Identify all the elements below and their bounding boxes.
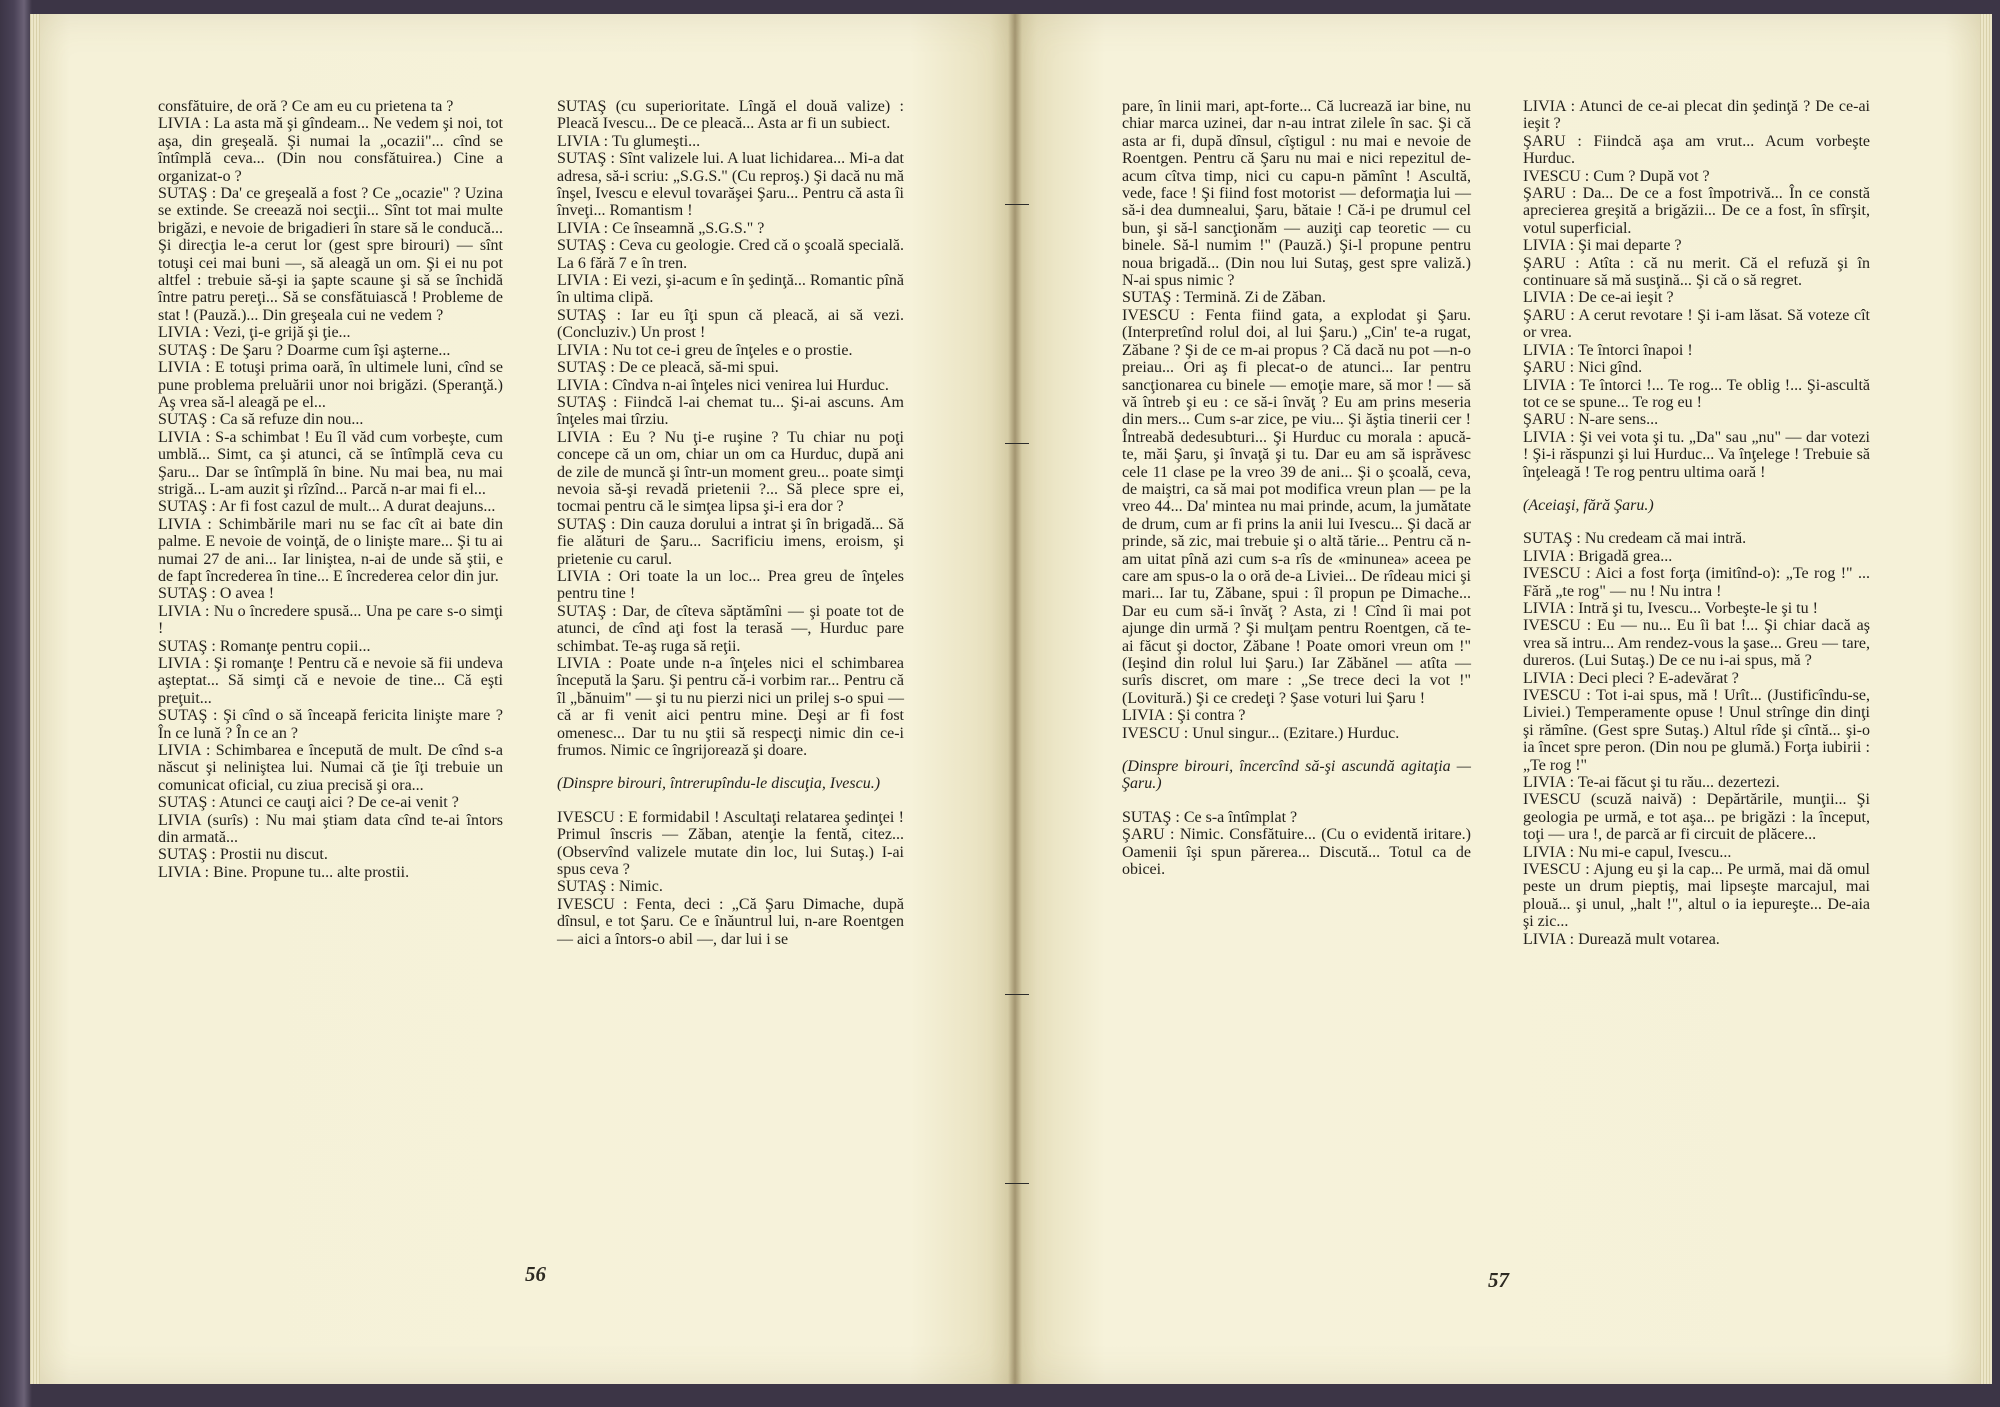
- dialogue-line: SUTAŞ : Nimic.: [557, 878, 663, 896]
- left-page-column-1: [158, 98, 503, 881]
- dialogue-line: LIVIA : Poate unde n-a înţeles nici el schimbarea începută la Şaru. Şi pentru că-i vorbim rar... Pentru că îl „bănuim" — şi tu nu pierzi nici un prilej s-o spui — că ar fi venit aici pentru mine. Deşi ar fi fost omenesc... Dar tu nu ştii să respecţi nimic din ce-i frumos. Nimic ce îngrijorează şi doare.: [557, 655, 904, 760]
- dialogue-line: SUTAŞ (cu superioritate. Lîngă el două valize) : Pleacă Ivescu... De ce pleacă... Asta ar fi un subiect.: [557, 98, 904, 133]
- dialogue-line: LIVIA : S-a schimbat ! Eu îl văd cum vorbeşte, cum umblă... Simt, ca şi atunci, că se întîmplă ceva cu Şaru... Dar se întîmplă în bine. Nu mai bea, nu mai strigă... L-am auzit şi rîzînd... Parcă n-ar mai fi el...: [158, 428, 503, 498]
- dialogue-line: LIVIA : Bine. Propune tu... alte prostii.: [158, 863, 410, 881]
- dialogue-line: IVESCU : E formidabil ! Ascultaţi relatarea şedinţei ! Primul înscris — Zăban, atenţie la fentă, citez... (Observînd valizele mutate din loc, lui Sutaş.) I-ai spus ceva ?: [557, 808, 904, 879]
- dialogue-line: LIVIA : Schimbările mari nu se fac cît ai bate din palme. E nevoie de voinţă, de o linişte mare... Şi tu ai numai 27 de ani... Iar liniştea, n-ai de unde să ştii, e de fapt încrederea în tine... E încrederea celor din jur.: [158, 515, 503, 585]
- dialogue-line: SUTAŞ : De ce pleacă, să-mi spui.: [557, 359, 779, 377]
- dialogue-line: LIVIA : De ce-ai ieşit ?: [1523, 289, 1674, 307]
- dialogue-line: LIVIA : Ce înseamnă „S.G.S." ?: [557, 219, 765, 237]
- dialogue-line: SUTAŞ : Dar, de cîteva săptămîni — şi poate tot de atunci, de cînd aţi fost la terasă —, Hurduc pare schimbat. Te-aş ruga să reţii.: [557, 602, 904, 655]
- dialogue-line: ŞARU : Da... De ce a fost împotrivă... În ce constă aprecierea greşită a brigăzii... De ce a fost, în sfîrşit, votul superficial.: [1523, 185, 1870, 237]
- dialogue-line: IVESCU : Tot i-ai spus, mă ! Urît... (Justificîndu-se, Liviei.) Temperamente opuse ! Unul strînge din dinţi şi rămîne. (Gest spre Sutaş.) Altul rîde şi cîntă... şi-o ia încet spre peron. (Din nou pe glumă.) Forţa iubirii : „Te rog !": [1523, 687, 1870, 774]
- dialogue-line: LIVIA : E totuşi prima oară, în ultimele luni, cînd se pune problema preluării unor noi brigăzi. (Speranţă.) Aş vrea să-l aleagă pe el...: [158, 359, 503, 411]
- dialogue-line: SUTAŞ : Sînt valizele lui. A luat lichidarea... Mi-a dat adresa, să-i scriu: „S.G.S." (Cu reproş.) Şi dacă nu mă înşel, Ivescu e elevul tovarăşei Şaru... Pentru că asta îi înveţi... Romantism !: [557, 150, 904, 220]
- dialogue-line: SUTAŞ : Din cauza dorului a intrat şi în brigadă... Să fie alături de Şaru... Sacrificiu imens, eroism, şi prietenie cu carul.: [557, 515, 904, 568]
- dialogue-line: SUTAŞ : Iar eu îţi spun că pleacă, ai să vezi. (Concluziv.) Un prost !: [557, 306, 904, 342]
- dialogue-line: SUTAŞ : Ar fi fost cazul de mult... A durat deajuns...: [158, 498, 496, 516]
- dialogue-line: ŞARU : Nici gînd.: [1523, 359, 1643, 377]
- dialogue-line: SUTAŞ : Da' ce greşeală a fost ? Ce „ocazie" ? Uzina se extinde. Se creează noi secţii... Sînt tot mai multe brigăzi, e nevoie de brigadieri în stare să le conducă... Şi direcţia le-a cerut lor (gest spre birouri) — sînt totuşi cei mai buni —, să aleagă un om. Şi ei nu pot altfel : trebuie să-şi ia şapte scaune şi să se închidă între patru pereţi... Să se consfătuiască ! Probleme de stat ! (Pauză.)... Din greşeala cui ne vedem ?: [158, 185, 503, 324]
- dialogue-line: IVESCU : Cum ? După vot ?: [1523, 167, 1710, 185]
- right-page-column-2: [1523, 98, 1870, 948]
- dialogue-line: ŞARU : Fiindcă aşa am vrut... Acum vorbeşte Hurduc.: [1523, 132, 1870, 168]
- dialogue-line: SUTAŞ : Romanţe pentru copii...: [158, 637, 371, 655]
- dialogue-line: IVESCU : Unul singur... (Ezitare.) Hurduc.: [1122, 724, 1400, 742]
- dialogue-line: LIVIA : Schimbarea e începută de mult. De cînd s-a născut şi neliniştea lui. Numai că ţie îţi trebuie un comunicat oficial, cu ziua precisă şi ora...: [158, 742, 503, 794]
- dialogue-line: LIVIA : Tu glumeşti...: [557, 132, 701, 150]
- dialogue-line: LIVIA (surîs) : Nu mai ştiam data cînd te-ai întors din armată...: [158, 811, 503, 847]
- dialogue-line: LIVIA : Şi romanţe ! Pentru că e nevoie să fii undeva aşteptat... Să simţi că e nevoie de tine... Că eşti preţuit...: [158, 655, 503, 707]
- dialogue-line: LIVIA : Durează mult votarea.: [1523, 930, 1720, 948]
- dialogue-line: SUTAŞ : Nu credeam că mai intră.: [1523, 530, 1747, 548]
- dialogue-line: ŞARU : Atîta : că nu merit. Că el refuză şi în continuare să mă susţină... Şi că o să regret.: [1523, 254, 1870, 290]
- dialogue-line: ŞARU : Nimic. Consfătuire... (Cu o evidentă iritare.) Oamenii îşi spun părerea... Discută... Totul ca de obicei.: [1122, 826, 1471, 879]
- dialogue-line: SUTAŞ : O avea !: [158, 585, 275, 603]
- dialogue-line: LIVIA : Cîndva n-ai înţeles nici venirea lui Hurduc.: [557, 376, 889, 394]
- dialogue-line: (Dinspre birouri, încercînd să-şi ascundă agitaţia — Şaru.): [1122, 758, 1471, 793]
- dialogue-line: IVESCU : Fenta, deci : „Că Şaru Dimache, după dînsul, e tot Şaru. Ce e înăuntrul lui, n-are Roentgen — aici a întors-o abil —, dar lui i se: [557, 895, 904, 948]
- dialogue-line: LIVIA : Intră şi tu, Ivescu... Vorbeşte-le şi tu !: [1523, 599, 1818, 617]
- dialogue-line: (Dinspre birouri, întrerupîndu-le discuţia, Ivescu.): [557, 775, 881, 793]
- left-page-number: 56: [525, 1262, 546, 1286]
- dialogue-line: SUTAŞ : Fiindcă l-ai chemat tu... Şi-ai ascuns. Am înţeles mai tîrziu.: [557, 393, 904, 429]
- dialogue-line: LIVIA : Brigadă grea...: [1523, 547, 1673, 565]
- dialogue-line: LIVIA : Nu o încredere spusă... Una pe care s-o simţi !: [158, 602, 503, 638]
- dialogue-line: LIVIA : Nu tot ce-i greu de înţeles e o prostie.: [557, 341, 853, 359]
- dialogue-line: SUTAŞ : Prostii nu discut.: [158, 846, 328, 864]
- dialogue-line: LIVIA : Vezi, ţi-e grijă şi ţie...: [158, 324, 351, 342]
- right-page-number: 57: [1488, 1268, 1509, 1292]
- dialogue-line: IVESCU : Aici a fost forţa (imitînd-o): „Te rog !" ... Fără „te rog" — nu ! Nu intra !: [1523, 565, 1870, 600]
- dialogue-line: SUTAŞ : Ca să refuze din nou...: [158, 411, 364, 429]
- dialogue-line: LIVIA : Şi contra ?: [1122, 707, 1246, 725]
- dialogue-line: SUTAŞ : Şi cînd o să înceapă fericita linişte mare ? În ce lună ? În ce an ?: [158, 707, 503, 742]
- dialogue-line: LIVIA : Ori toate la un loc... Prea greu de înţeles pentru tine !: [557, 567, 904, 603]
- dialogue-line: LIVIA : Te întorci înapoi !: [1523, 341, 1693, 359]
- dialogue-line: SUTAŞ : Termină. Zi de Zăban.: [1122, 289, 1326, 307]
- dialogue-line: IVESCU : Eu — nu... Eu îi bat !... Şi chiar dacă aş vrea să intru... Am rendez-vous la şase... Greu — tare, dureros. (Lui Sutaş.) De ce nu i-ai spus, mă ?: [1523, 617, 1870, 670]
- book-gutter: [1008, 14, 1022, 1384]
- dialogue-line: LIVIA : Şi mai departe ?: [1523, 237, 1682, 255]
- dialogue-line: (Aceiaşi, fără Şaru.): [1523, 496, 1654, 514]
- dialogue-line: IVESCU (scuză naivă) : Depărtările, munţii... Şi geologia pe urmă, e tot aşa... pe brigăzi : la început, toţi — ura !, de parcă ar fi circuit de plăcere...: [1523, 791, 1870, 844]
- dialogue-line: SUTAŞ : Atunci ce cauţi aici ? De ce-ai venit ?: [158, 794, 459, 812]
- left-page-column-2: [557, 98, 904, 948]
- dialogue-line: ŞARU : A cerut revotare ! Şi i-am lăsat. Să voteze cît or vrea.: [1523, 306, 1870, 342]
- dialogue-line: SUTAŞ : Ce s-a întîmplat ?: [1122, 808, 1298, 826]
- dialogue-line: ŞARU : N-are sens...: [1523, 411, 1659, 429]
- dialogue-line: pare, în linii mari, apt-forte... Că lucrează iar bine, nu chiar marca uzinei, dar n-au intrat zilele în sac. Şi că asta ar fi, după dînsul, cîştigul : nu mai e nevoie de Roentgen. Pentru că Şaru nu mai e nici repezitul de-acum cîtva timp, nici cu capu-n pămînt ! Ascultă, vede, face ! Şi fiind fost motorist — deformaţia lui — să-i dea dumnealui, Şaru, bătaie ! Că-i pe drumul cel bun, şi să-l sancţionăm — auziţi cap teoretic — cu binele. Să-l numim !" (Pauză.) Şi-l propune pentru noua brigadă... (Din nou lui Sutaş, gest spre valiză.) N-ai spus nimic ?: [1122, 98, 1471, 290]
- binding-mark: [1005, 443, 1029, 444]
- dialogue-line: LIVIA : Atunci de ce-ai plecat din şedinţă ? De ce-ai ieşit ?: [1523, 98, 1870, 133]
- dialogue-line: SUTAŞ : De Şaru ? Doarme cum îşi aşterne...: [158, 341, 451, 359]
- dialogue-line: LIVIA : Te întorci !... Te rog... Te oblig !... Şi-ascultă tot ce se spune... Te rog eu !: [1523, 376, 1870, 411]
- dialogue-line: LIVIA : Te-ai făcut şi tu rău... dezertezi.: [1523, 774, 1780, 792]
- dialogue-line: LIVIA : La asta mă şi gîndeam... Ne vedem şi noi, tot aşa, din greşeală. Şi numai la „ocazii"... cînd se întîmplă ceva... (Din nou consfătuirea.) Cine a organizat-o ?: [158, 115, 503, 185]
- dialogue-line: LIVIA : Eu ? Nu ţi-e ruşine ? Tu chiar nu poţi concepe că un om, chiar un om ca Hurduc, după ani de zile de muncă şi într-un moment greu... poate simţi nevoia să-şi revadă prietenii ?... Să plece spre ei, tocmai pentru că le simţea lipsa şi-i era dor ?: [557, 428, 904, 516]
- right-page-edges: [1980, 14, 1992, 1384]
- dialogue-line: IVESCU : Ajung eu şi la cap... Pe urmă, mai dă omul peste un drum pieptiş, mai lipseşte marcajul, mai plouă... şi unul, „halt !", altul o ia iepureşte... De-aia şi zic...: [1523, 861, 1870, 931]
- binding-mark: [1005, 994, 1029, 995]
- left-page-edges: [30, 14, 40, 1384]
- dialogue-line: consfătuire, de oră ? Ce am eu cu prietena ta ?: [158, 98, 454, 115]
- dialogue-line: IVESCU : Fenta fiind gata, a explodat şi Şaru. (Interpretînd rolul doi, al lui Şaru.) „Cin' te-a rugat, Zăbane ? Şi de ce m-ai propus ? Că dacă nu pot —n-o preiau... Ori aş fi plecat-o de atunci... Iar pentru sancţionarea cu binele — emoţie mare, să mor ! — să vă întreb şi eu : ce să-i învăţ ? Eu am prins meseria din mers... Cum s-ar zice, pe viu... Şi ăştia tinerii cer ! Întreabă dedesubturi... Şi Hurduc cu morala : apucă-te, măi Şaru, şi învaţă şi tu. Dar eu am să isprăvesc cele 11 clase pe la vreo 39 de ani... Şi o şcoală, ceva, de maiştri, ca să mai pot modifica vreun plan — pe la vreo 44... Da' mintea nu mai prinde, acum, la jumătate de drum, cum ar fi prins la anii lui Ivescu... Şi dacă ar prinde, să zic, mai trebuie şi o altă tărie... Pentru că n-am uitat pînă azi cum s-a rîs de «minunea» aceea pe care am spus-o la o oră de-a Liviei... De rîdeau mici şi mari... Iar tu, Zăbane, spui : îl propun pe Dimache... Dar eu cum să-i învăţ ? Asta, zi ! Cînd îi mai pot ajunge din urmă ? Şi mulţam pentru Roentgen, că te-ai făcut şi doctor, Zăbane ! Poate omori vreun om !" (Ieşind din rolul lui Şaru.) Iar Zăbănel — atîta — surîs discret, om mare : „Se trece deci la vot !" (Lovitură.) Şi ce credeţi ? Şase voturi lui Şaru !: [1122, 306, 1471, 707]
- dialogue-line: LIVIA : Ei vezi, şi-acum e în şedinţă... Romantic pînă în ultima clipă.: [557, 272, 904, 307]
- dialogue-line: LIVIA : Deci pleci ? E-adevărat ?: [1523, 669, 1739, 687]
- binding-mark: [1005, 204, 1029, 205]
- dialogue-line: LIVIA : Şi vei vota şi tu. „Da" sau „nu" — dar votezi ! Şi-i răspunzi şi lui Hurduc... Va înţelege ! Trebuie să înţeleagă ! Te rog pentru ultima oară !: [1523, 428, 1870, 481]
- binding-mark: [1005, 1183, 1029, 1184]
- dialogue-line: LIVIA : Nu mi-e capul, Ivescu...: [1523, 843, 1732, 861]
- dialogue-line: SUTAŞ : Ceva cu geologie. Cred că o şcoală specială. La 6 fără 7 e în tren.: [557, 237, 904, 272]
- right-page-column-1: [1122, 98, 1471, 878]
